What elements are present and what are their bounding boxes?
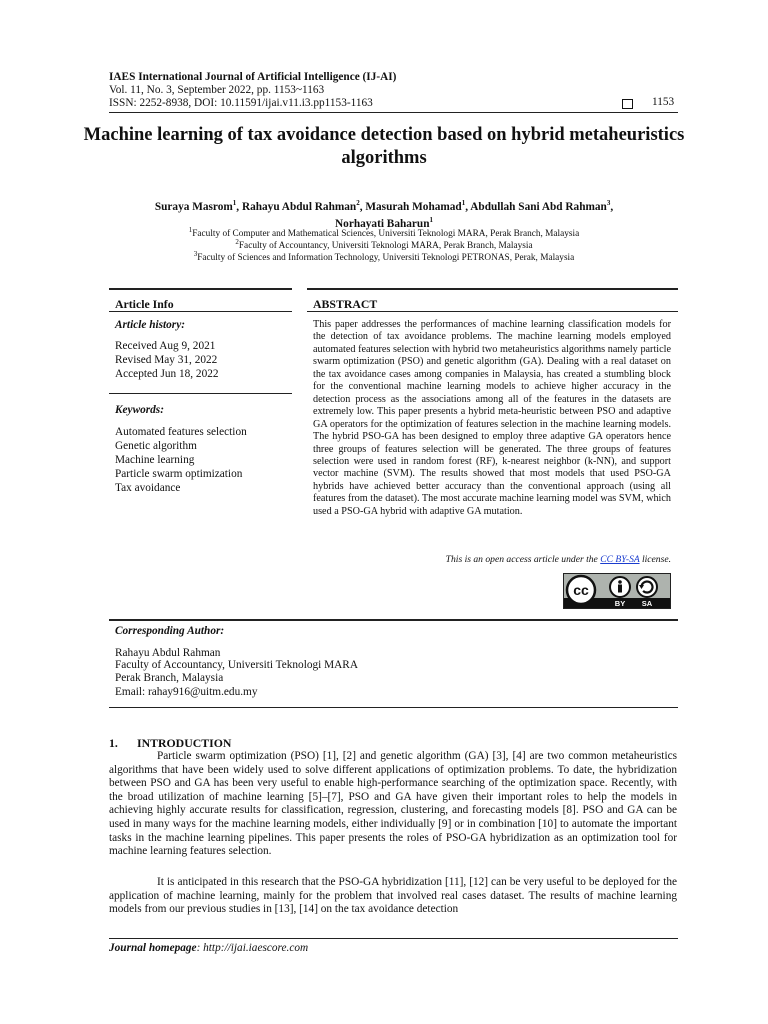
keyword: Genetic algorithm	[115, 440, 197, 452]
received-date: Received Aug 9, 2021	[115, 340, 216, 352]
corresponding-name: Rahayu Abdul Rahman	[115, 647, 221, 659]
author: Suraya Masrom	[154, 200, 233, 213]
affiliation-text: Faculty of Accountancy, Universiti Teknologi MARA, Perak Branch, Malaysia	[238, 241, 533, 252]
author-aff-num: 2	[356, 199, 360, 207]
section-number: 1.	[109, 736, 118, 750]
cc-by-sa-link[interactable]: CC BY-SA	[600, 554, 640, 565]
keywords-label: Keywords:	[115, 404, 164, 416]
author-aff-num: 1	[232, 199, 237, 207]
revised-date: Revised May 31, 2022	[115, 354, 218, 366]
keyword: Particle swarm optimization	[115, 468, 243, 480]
issn-doi: ISSN: 2252-8938, DOI: 10.11591/ijai.v11.i3.pp1153-1163	[109, 97, 373, 109]
abstract-heading: ABSTRACT	[313, 297, 378, 311]
article-info-heading: Article Info	[115, 297, 174, 311]
corresponding-author-label: Corresponding Author:	[115, 625, 225, 637]
history-divider	[109, 393, 292, 394]
open-access-note	[313, 554, 671, 565]
info-sub-rule	[109, 311, 292, 312]
author: Norhayati Baharun	[335, 217, 430, 230]
accepted-date: Accepted Jun 18, 2022	[115, 368, 219, 380]
affiliation	[80, 249, 688, 264]
paper-title: Machine learning of tax avoidance detection based on hybrid metaheuristics algorithms	[83, 125, 685, 168]
author: Rahayu Abdul Rahman	[241, 200, 357, 213]
author-aff-num: 1	[429, 215, 433, 224]
section-heading: INTRODUCTION	[137, 736, 232, 750]
corresponding-top-rule	[109, 619, 678, 621]
author: Abdullah Sani Abd Rahman	[470, 200, 607, 213]
abstract-sub-rule	[307, 311, 678, 312]
journal-name: IAES International Journal of Artificial Intelligence (IJ-AI)	[109, 71, 397, 83]
affiliation-text: Faculty of Sciences and Information Technology, Universiti Teknologi PETRONAS, Perak, Malaysia	[197, 253, 575, 264]
svg-text:cc: cc	[573, 582, 589, 598]
intro-paragraph-1: Particle swarm optimization (PSO) [1], [2] and genetic algorithm (GA) [3], [4] are two common metaheuristics algorithms that have been widely used to solve different applications of optimization problems. To date, the hybridization between PSO and GA has been very useful to enable high-performance searching of the optimization space. Recently, with the broad utilization of machine learning [5]–[7], PSO and GA have given their important roles to help the models in achieving highly accurate results for classification, regression, clustering, and forecasting models [8]. PSO and GA can be used in many ways for the machine learning models, either individually [9] or in combination [10] to automate the important tasks in the machine learning pipelines. This paper presents the roles of PSO-GA hybridization as an optimization tool for machine learning features selection.	[109, 750, 677, 858]
oa-prefix: This is an open access article under the	[445, 554, 601, 565]
oa-suffix: license.	[639, 554, 671, 565]
abstract-top-rule	[307, 288, 678, 290]
author-list: Suraya Masrom$^1$, Rahayu Abdul Rahman$^2$, Masurah Mohamad$^1$, Abdullah Sani Abd Rahman$^3$, Norhayati Baharun$^1$	[154, 199, 614, 230]
square-icon	[622, 99, 633, 109]
affiliation-num: 3	[193, 250, 198, 258]
keyword: Tax avoidance	[115, 482, 181, 494]
homepage-url[interactable]: : http://ijai.iaescore.com	[196, 942, 309, 954]
keyword: Machine learning	[115, 454, 195, 466]
corresponding-location: Perak Branch, Malaysia	[115, 672, 224, 684]
author-aff-num: 3	[606, 199, 611, 207]
author: Masurah Mohamad	[365, 200, 462, 213]
affiliation-num: 1	[188, 226, 193, 234]
corresponding-affiliation: Faculty of Accountancy, Universiti Teknologi MARA	[115, 659, 358, 671]
corresponding-email[interactable]: Email: rahay916@uitm.edu.my	[115, 686, 258, 698]
volume-info: Vol. 11, No. 3, September 2022, pp. 1153~1163	[109, 84, 325, 96]
footer-rule	[109, 938, 678, 939]
author-aff-num: 1	[461, 199, 466, 207]
intro-paragraph-2: It is anticipated in this research that the PSO-GA hybridization [11], [12] can be very useful to be deployed for the application of machine learning, mainly for the problem that involved real cases dataset. The results of machine learning models from our previous studies in [13], [14] on the tax avoidance detection	[109, 876, 677, 916]
homepage-label: Journal homepage	[109, 942, 197, 954]
cc-by-label: BY	[614, 599, 626, 608]
keyword: Automated features selection	[115, 426, 247, 438]
page-number: 1153	[652, 96, 675, 108]
info-top-rule	[109, 288, 292, 290]
affiliation-text: Faculty of Computer and Mathematical Sciences, Universiti Teknologi MARA, Perak Branch, Malaysia	[192, 229, 580, 240]
abstract-text: This paper addresses the performances of machine learning classification models for the detection of tax avoidance problems. The machine learning models employed automated features selection with hybrid two metaheuristics algorithms namely particle swarm optimization (PSO) and genetic algorithm (GA). Dealing with a real dataset on the tax avoidance cases among companies in Malaysia, has created a stumbling block for the conventional machine learning models to achieve higher accuracy in the detection process as the associations among all of the features in the datasets are extremely low. This paper presents a hybrid meta-heuristic between PSO and adaptive GA operators for the optimization of features selection in the machine learning models. The hybrid PSO-GA has been designed to employ three adaptive GA operators hence three groups of features selection will be generated. The three groups of features selection were used in random forest (RF), k-nearest neighbor (k-NN), and support vector machine (SVM). The results showed that most models that used PSO-GA hybrids have achieved better accuracy than the conventional approach (using all features from the dataset). The most accurate machine learning model was SVM, which used a PSO-GA hybrid with adaptive GA mutation.	[313, 319, 671, 517]
corresponding-bottom-rule	[109, 707, 678, 708]
article-history-label: Article history:	[115, 319, 185, 331]
journal-homepage	[109, 942, 308, 954]
cc-sa-label: SA	[641, 599, 653, 608]
cc-by-sa-badge-icon[interactable]	[563, 573, 671, 609]
header-rule	[109, 112, 678, 113]
affiliation-num: 2	[235, 238, 239, 246]
